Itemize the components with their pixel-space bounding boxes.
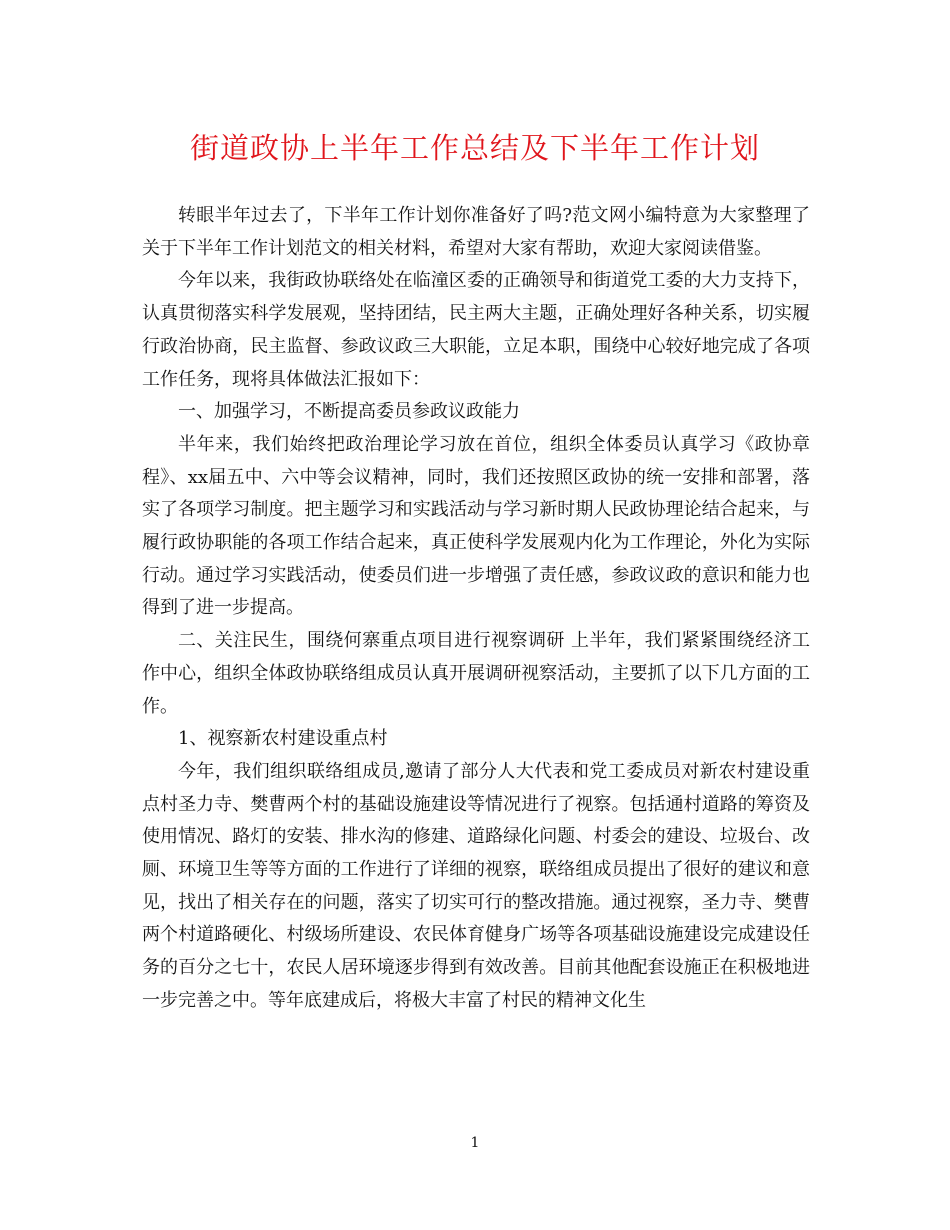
- paragraph-intro: 转眼半年过去了，下半年工作计划你准备好了吗?范文网小编特意为大家整理了关于下半年工作计划范文的相关材料，希望对大家有帮助，欢迎大家阅读借鉴。: [142, 205, 810, 259]
- document-body: [142, 200, 810, 1018]
- paragraph-village: 今年，我们组织联络组成员,邀请了部分人大代表和党工委成员对新农村建设重点村圣力寺、樊曹两个村的基础设施建设等情况进行了视察。包括通村道路的筹资及使用情况、路灯的安装、排水沟的修建、道路绿化问题、村委会的建设、垃圾台、改厕、环境卫生等等方面的工作进行了详细的视察，联络组成员提出了很好的建议和意见，找出了相关存在的问题，落实了切实可行的整改措施。通过视察，圣力寺、樊曹两个村道路硬化、村级场所建设、农民体育健身广场等各项基础设施建设完成建设任务的百分之七十，农民人居环境逐步得到有效改善。目前其他配套设施正在积极地进一步完善之中。等年底建成后，将极大丰富了村民的精神文化生: [142, 760, 810, 1011]
- paragraph-study: 半年来，我们始终把政治理论学习放在首位，组织全体委员认真学习《政协章程》、xx届五中、六中等会议精神，同时，我们还按照区政协的统一安排和部署，落实了各项学习制度。把主题学习和实践活动与学习新时期人民政协理论结合起来，与履行政协职能的各项工作结合起来，真正使科学发展观内化为工作理论，外化为实际行动。通过学习实践活动，使委员们进一步增强了责任感，参政议政的意识和能力也得到了进一步提高。: [142, 433, 810, 619]
- paragraph-summary: 今年以来，我街政协联络处在临潼区委的正确领导和街道党工委的大力支持下，认真贯彻落实科学发展观，坚持团结，民主两大主题，正确处理好各种关系，切实履行政治协商，民主监督、参政议政三大职能，立足本职，围绕中心较好地完成了各项工作任务，现将具体做法汇报如下：: [142, 270, 810, 390]
- section-heading-study: 一、加强学习，不断提高委员参政议政能力: [178, 401, 520, 423]
- page-number: 1: [470, 1135, 480, 1151]
- paragraph-livelihood: 二、关注民生，围绕何寨重点项目进行视察调研 上半年，我们紧紧围绕经济工作中心，组织全体政协联络组成员认真开展调研视察活动，主要抓了以下几方面的工作。: [142, 630, 810, 717]
- subsection-heading-village: 1、视察新农村建设重点村: [178, 728, 388, 750]
- page-title: 街道政协上半年工作总结及下半年工作计划: [189, 131, 760, 165]
